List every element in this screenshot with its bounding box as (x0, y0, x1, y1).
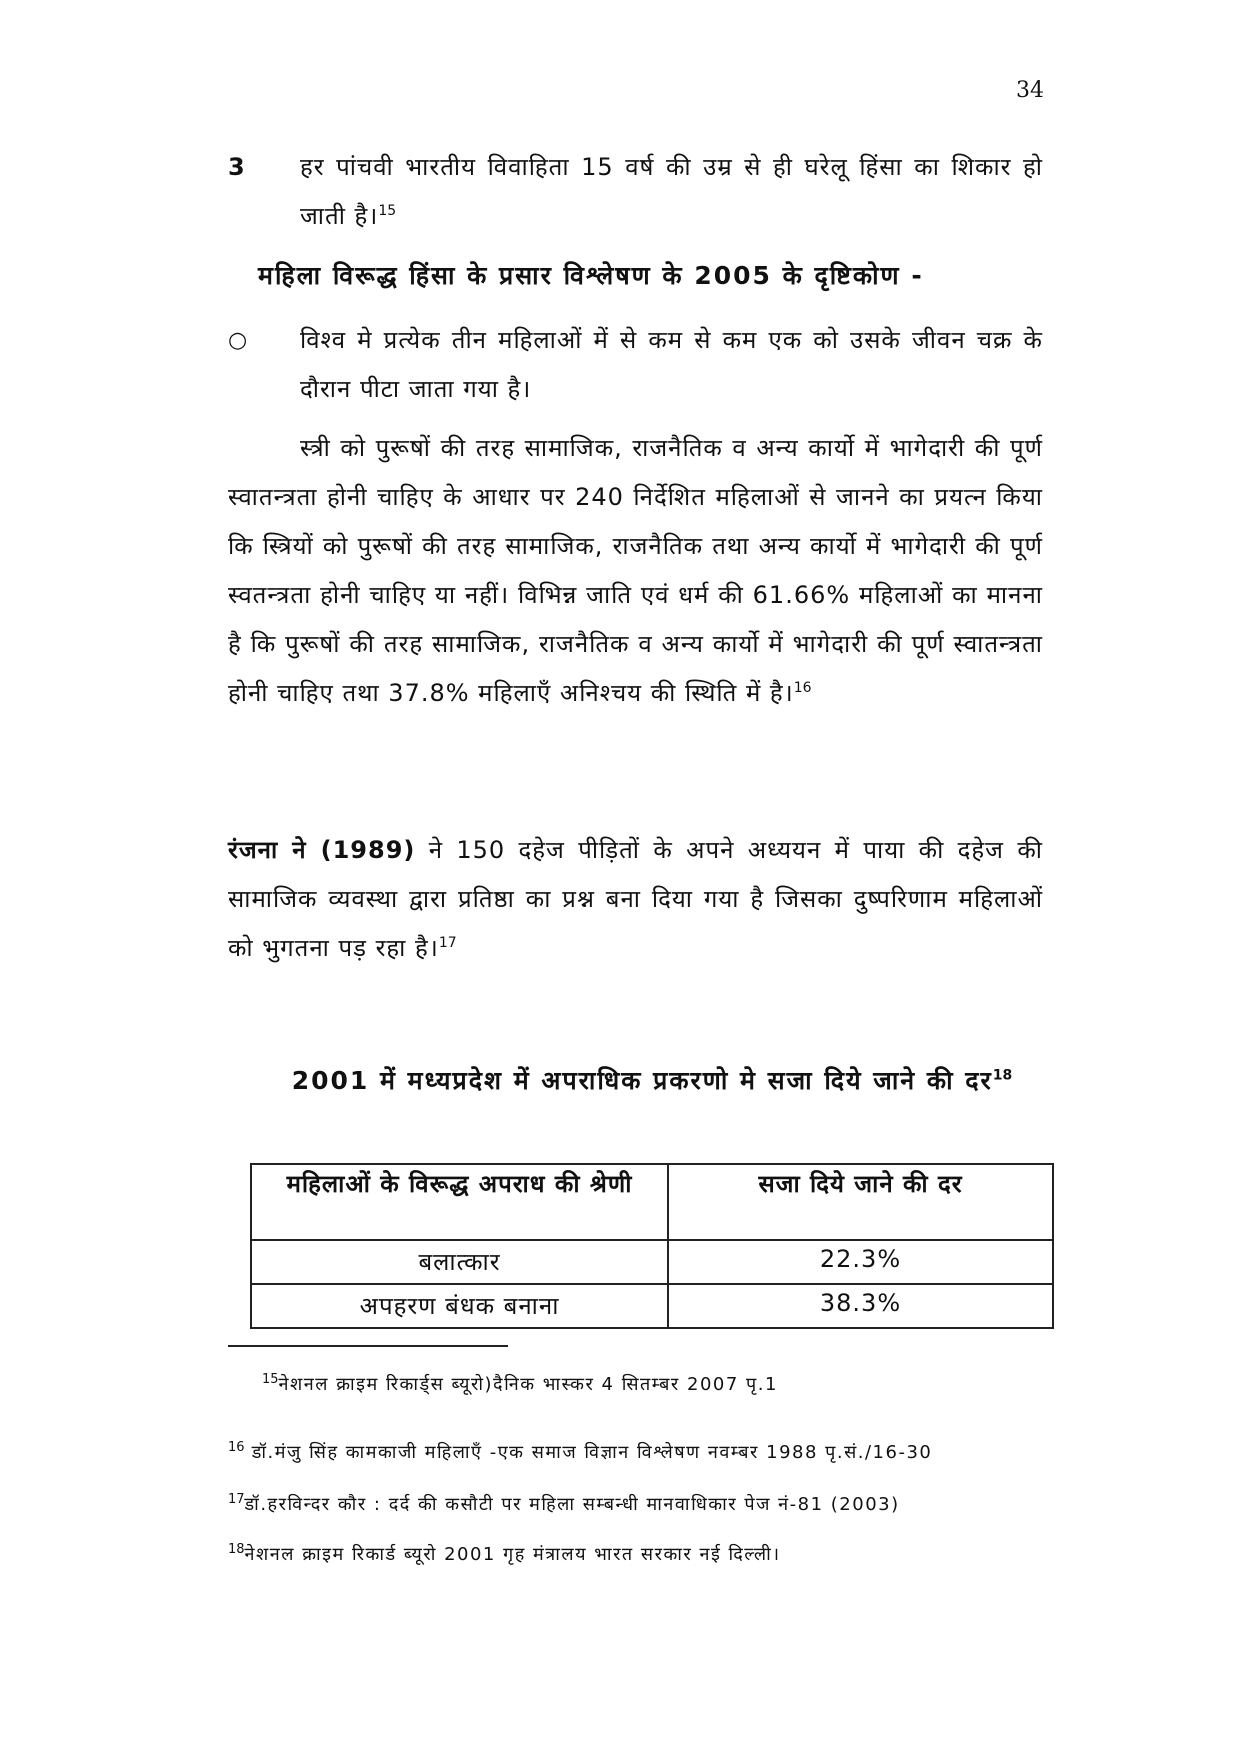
numbered-point-3 (228, 143, 1043, 241)
table-header-row (251, 1164, 1053, 1240)
conviction-rate-table (250, 1163, 1054, 1329)
bullet-text: विश्व मे प्रत्येक तीन महिलाओं में से कम से कम एक को उसके जीवन चक्र के दौरान पीटा जाता गया है। (300, 326, 1043, 403)
footnote-16 (228, 1440, 1068, 1464)
paragraph-ranjana-text: ने 150 दहेज पीड़ितों के अपने अध्ययन में पाया की दहेज की सामाजिक व्यवस्था द्वारा प्रतिष्ठा का प्रश्न बना दिया गया है जिसका दुष्परिणाम महिलाओं को भुगतना पड़ रहा है। (228, 836, 1043, 962)
footnote-text: नेशनल क्राइम रिकार्ड्स ब्यूरो)दैनिक भास्कर 4 सितम्बर 2007 पृ.1 (278, 1374, 778, 1395)
table-cell-category: अपहरण बंधक बनाना (251, 1284, 668, 1328)
table-cell-rate: 22.3% (668, 1240, 1053, 1284)
footnote-number: 16 (228, 1440, 245, 1455)
footnote-18 (228, 1542, 1068, 1566)
footnote-17 (228, 1492, 1068, 1516)
circle-bullet-icon: ○ (228, 328, 249, 353)
bullet-item (228, 316, 1043, 414)
table-cell-rate: 38.3% (668, 1284, 1053, 1328)
table-row (251, 1240, 1053, 1284)
paragraph-lead: रंजना ने (1989) (228, 836, 416, 864)
table-cell-category: बलात्कार (251, 1240, 668, 1284)
table-header-category: महिलाओं के विरूद्ध अपराध की श्रेणी (251, 1164, 668, 1240)
table-title (262, 1053, 1042, 1108)
footnote-ref-16: 16 (793, 680, 812, 696)
footnote-text: डॉ.हरविन्दर कौर : दर्द की कसौटी पर महिला सम्बन्धी मानवाधिकार पेज नं-81 (2003) (244, 1494, 900, 1515)
point-number: 3 (228, 153, 246, 181)
table-row (251, 1284, 1053, 1328)
footnote-15 (262, 1372, 1102, 1396)
footnote-text: डॉ.मंजु सिंह कामकाजी महिलाएँ -एक समाज विज्ञान विश्लेषण नवम्बर 1988 पृ.सं./16-30 (244, 1442, 933, 1463)
table-title-text: 2001 में मध्यप्रदेश में अपराधिक प्रकरणो मे सजा दिये जाने की दर (291, 1066, 993, 1095)
paragraph-survey (228, 424, 1043, 718)
table-header-rate: सजा दिये जाने की दर (668, 1164, 1053, 1240)
paragraph-survey-text: स्त्री को पुरूषों की तरह सामाजिक, राजनैतिक व अन्य कार्यो में भागेदारी की पूर्ण स्वातन्त्रता होनी चाहिए के आधार पर 240 निर्देशित महिलाओं से जानने का प्रयत्न किया कि स्त्रियों को पुरूषों की तरह सामाजिक, राजनैतिक तथा अन्य कार्यो में भागेदारी की पूर्ण स्वतन्त्रता होनी चाहिए या नहीं। विभिन्न जाति एवं धर्म की 61.66% महिलाओं का मानना है कि पुरूषों की तरह सामाजिक, राजनैतिक व अन्य कार्यो में भागेदारी की पूर्ण स्वातन्त्रता होनी चाहिए तथा 37.8% महिलाएँ अनिश्चय की स्थिति में है। (228, 434, 1043, 707)
footnote-text: नेशनल क्राइम रिकार्ड ब्यूरो 2001 गृह मंत्रालय भारत सरकार नई दिल्ली। (244, 1544, 781, 1565)
footnote-ref-17: 17 (438, 935, 457, 951)
footnote-ref-18: 18 (992, 1067, 1013, 1084)
section-heading: महिला विरूद्ध हिंसा के प्रसार विश्लेषण के 2005 के दृष्टिकोण - (258, 261, 924, 290)
point-text: हर पांचवी भारतीय विवाहिता 15 वर्ष की उम्र से ही घरेलू हिंसा का शिकार हो जाती है। (300, 153, 1043, 230)
footnote-number: 18 (228, 1542, 245, 1557)
footnote-number: 17 (228, 1492, 245, 1507)
paragraph-ranjana (228, 826, 1043, 973)
page-number: 34 (1016, 78, 1044, 103)
footnote-number: 15 (262, 1372, 279, 1387)
footnote-ref-15: 15 (378, 203, 397, 219)
footnote-divider (228, 1345, 508, 1347)
